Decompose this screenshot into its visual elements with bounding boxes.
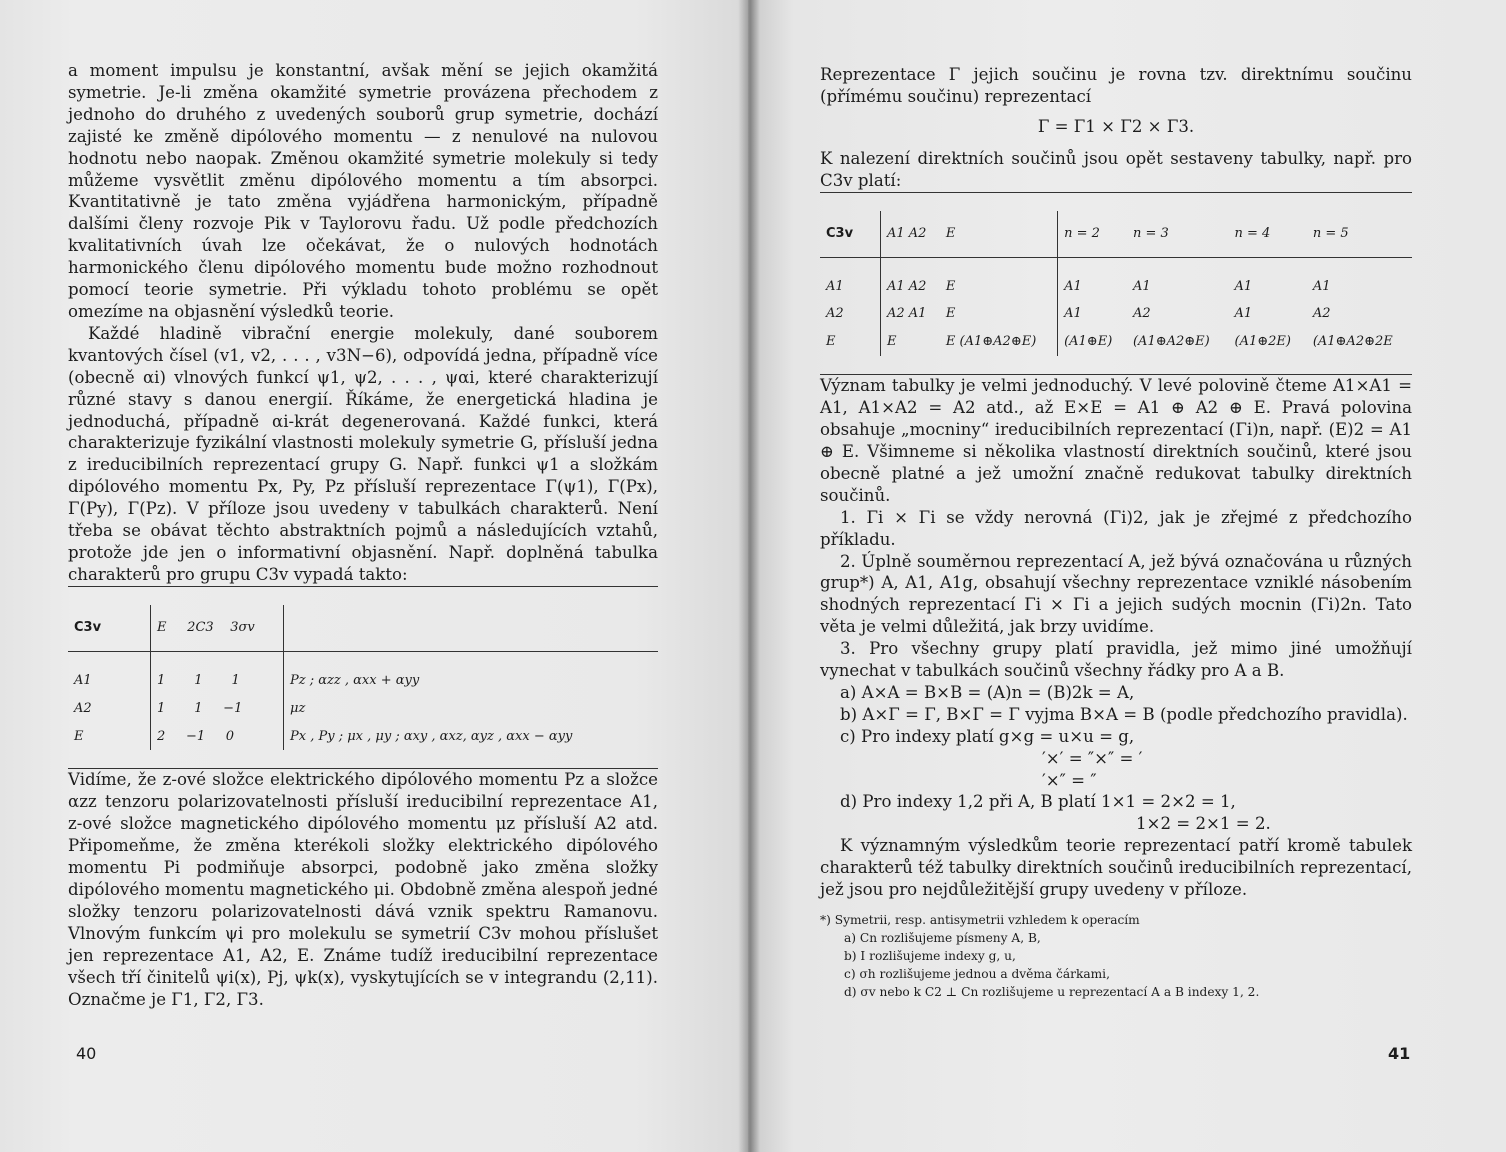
- footnote: [820, 911, 1412, 1001]
- row-rep: E: [68, 723, 151, 751]
- right-lead: K nalezení direktních součinů jsou opět sestaveny tabulky, např. pro C3v platí:: [820, 148, 1412, 190]
- footnote-item: b) I rozlišujeme indexy g, u,: [844, 949, 1016, 963]
- row-props: Px , Py ; μx , μy ; αxy , αxz, αyz , αxx − αyy: [290, 728, 573, 744]
- table-row: [68, 651, 658, 694]
- right-closing: K významným výsledkům teorie reprezentací patří kromě tabulek charakterů též tabulky direktních součinů ireducibilních reprezentací, jež jsou pro nejdůležitější grupy uvedeny v příloze.: [820, 836, 1412, 900]
- book-gutter: [738, 0, 760, 1152]
- rule-c-line-2: ′×′ = ″×″ = ′: [1042, 748, 1143, 768]
- left-text-column: [68, 60, 658, 1010]
- left-paragraph-1: a moment impulsu je konstantní, avšak mění se jejich okamžitá symetrie. Je-li změna okamžité symetrie provázena přechodem z jednoho do druhého z uvedených souborů grup symetrie, dochází zajisté ke změně dipólového momentu — z nenulové na nulovou hodnotu nebo naopak. Změnou okamžité symetrie molekuly si tedy můžeme vysvětlit změnu dipólového momentu a tím absorpci. Kvantitativně je tato změna vyjádřena harmonickým, případně dalšími členy rozvoje Pik v Taylorovu řadu. Už podle předchozích kvalitativních úvah lze očekávat, že o nulových hodnotách harmonického členu dipólového momentu bude možno rozhodnout pomocí teorie symetrie. Při výkladu tohoto problému se opět omezíme na objasnění výsledků teorie.: [68, 61, 658, 321]
- left-paragraph-3: Vidíme, že z-ové složce elektrického dipólového momentu Pz a složce αzz tenzoru polarizovatelnosti přísluší ireducibilní reprezentace A1, z-ové složce magnetického dipólového momentu μz přísluší A2 atd. Připomeňme, že změna kterékoli složky elektrického dipólového momentu Pi podmiňuje absorpci, podobně jako změna složky dipólového momentu magnetického μi. Obdobně změna alespoň jedné složky tenzoru polarizovatelnosti dává vznik spektru Ramanovu. Vlnovým funkcím ψi pro molekulu se symetrií C3v mohou příslušet jen reprezentace A1, A2, E. Známe tudíž ireducibilní reprezentace všech tří činitelů ψi(x), Pj, ψk(x), vyskytujících se v integrandu (2,11). Označme je Γ1, Γ2, Γ3.: [68, 770, 658, 1009]
- direct-product-table: [820, 192, 1412, 376]
- character-table-header: [68, 605, 658, 652]
- table-row: E E E (A1⊕A2⊕E) (A1⊕E) (A1⊕A2⊕E) (A1⊕2E) (A1⊕A2⊕2E: [820, 328, 1412, 356]
- table-row: [68, 695, 658, 723]
- right-paragraph-1: Význam tabulky je velmi jednoduchý. V levé polovině čteme A1×A1 = A1, A1×A2 = A2 atd., až E×E = A1 ⊕ A2 ⊕ E. Pravá polovina obsahuje „mocniny“ ireducibilních reprezentací (Γi)n, např. (E)2 = A1 ⊕ E. Všimneme si několika vlastností direktních součinů, které jsou obecně platné a jež umožní značně redukovat tabulky direktních součinů.: [820, 376, 1412, 505]
- rule-a: a) A×A = B×B = (A)n = (B)2k = A,: [840, 682, 1135, 702]
- class-2c3: 2C3: [187, 619, 214, 635]
- right-paragraph-3: 2. Úplně souměrnou reprezentací A, jež bývá označována u různých grup*) A, A1, A1g, obsahují všechny reprezentace vzniklé násobením shodných reprezentací Γi × Γi a jejich sudých mocnin (Γi)2n. Tato věta je velmi důležitá, jak brzy uvidíme.: [820, 551, 1412, 637]
- footnote-item: d) σv nebo k C2 ⊥ Cn rozlišujeme u reprezentací A a B indexy 1, 2.: [844, 985, 1260, 999]
- character-table-classes: [151, 605, 284, 652]
- rule-d: d) Pro indexy 1,2 při A, B platí 1×1 = 2×2 = 1,: [840, 792, 1236, 812]
- rule-c-line-3: ′×″ = ″: [1042, 770, 1097, 790]
- character-table: [68, 586, 658, 770]
- direct-product-table-header: C3v A1 A2 E n = 2 n = 3 n = 4 n = 5: [820, 211, 1412, 258]
- right-page: [748, 0, 1506, 1152]
- page-number-right: 41: [1388, 1044, 1411, 1063]
- row-props: μz: [290, 700, 306, 716]
- table-row: A1 A1 A2 E A1 A1 A1 A1: [820, 257, 1412, 300]
- footnote-item: a) Cn rozlišujeme písmeny A, B,: [844, 931, 1041, 945]
- footnote-item: c) σh rozlišujeme jednou a dvěma čárkami,: [844, 967, 1110, 981]
- rule-d-line-2: 1×2 = 2×1 = 2.: [1136, 814, 1271, 834]
- class-3sv: 3σv: [230, 619, 255, 635]
- character-table-group: C3v: [68, 605, 151, 652]
- class-e: E: [157, 619, 167, 635]
- table-row: [68, 723, 658, 751]
- row-rep: A1: [68, 651, 151, 694]
- direct-product-formula: Γ = Γ1 × Γ2 × Γ3.: [1037, 116, 1195, 136]
- row-rep: A2: [68, 695, 151, 723]
- page-number-left: 40: [76, 1044, 97, 1063]
- row-chars: 1 1 1: [151, 651, 284, 694]
- row-chars: 1 1 −1: [151, 695, 284, 723]
- left-paragraph-2: Každé hladině vibrační energie molekuly, dané souborem kvantových čísel (v1, v2, . . . , v3N−6), odpovídá jedna, případně více (obecně αi) vlnových funkcí ψ1, ψ2, . . . , ψαi, které charakterizují různé stavy s danou energií. Říkáme, že energetická hladina je jednoduchá, případně αi-krát degenerovaná. Každé funkci, která charakterizuje fyzikální vlastnosti molekuly symetrie G, přísluší jedna z ireducibilních reprezentací grupy G. Např. funkci ψ1 a složkám dipólového momentu Px, Py, Pz přísluší reprezentace Γ(ψ1), Γ(Px), Γ(Py), Γ(Pz). V příloze jsou uvedeny v tabulkách charakterů. Není třeba se obávat těchto abstraktních pojmů a následujících vztahů, protože jde jen o informativní objasnění. Např. doplněná tabulka charakterů pro grupu C3v vypadá takto:: [68, 323, 658, 584]
- right-intro: Reprezentace Γ jejich součinu je rovna tzv. direktnímu součinu (přímému součinu) reprezentací: [820, 65, 1412, 106]
- right-paragraph-2: 1. Γi × Γi se vždy nerovná (Γi)2, jak je zřejmé z předchozího příkladu.: [820, 507, 1412, 549]
- left-page: [0, 0, 748, 1152]
- row-chars: 2 −1 0: [151, 723, 284, 751]
- row-props: Pz ; αzz , αxx + αyy: [290, 672, 420, 688]
- table-row: A2 A2 A1 E A1 A2 A1 A2: [820, 300, 1412, 328]
- rule-c: c) Pro indexy platí g×g = u×u = g,: [840, 726, 1135, 746]
- right-paragraph-4: 3. Pro všechny grupy platí pravidla, jež mimo jiné umožňují vynechat v tabulkách součinů všechny řádky pro A a B.: [820, 639, 1412, 681]
- footnote-title: *) Symetrii, resp. antisymetrii vzhledem k operacím: [820, 913, 1140, 927]
- right-text-column: [820, 64, 1412, 1001]
- rule-b: b) A×Γ = Γ, B×Γ = Γ vyjma B×A = B (podle předchozího pravidla).: [840, 704, 1408, 724]
- direct-product-group: C3v: [820, 211, 881, 258]
